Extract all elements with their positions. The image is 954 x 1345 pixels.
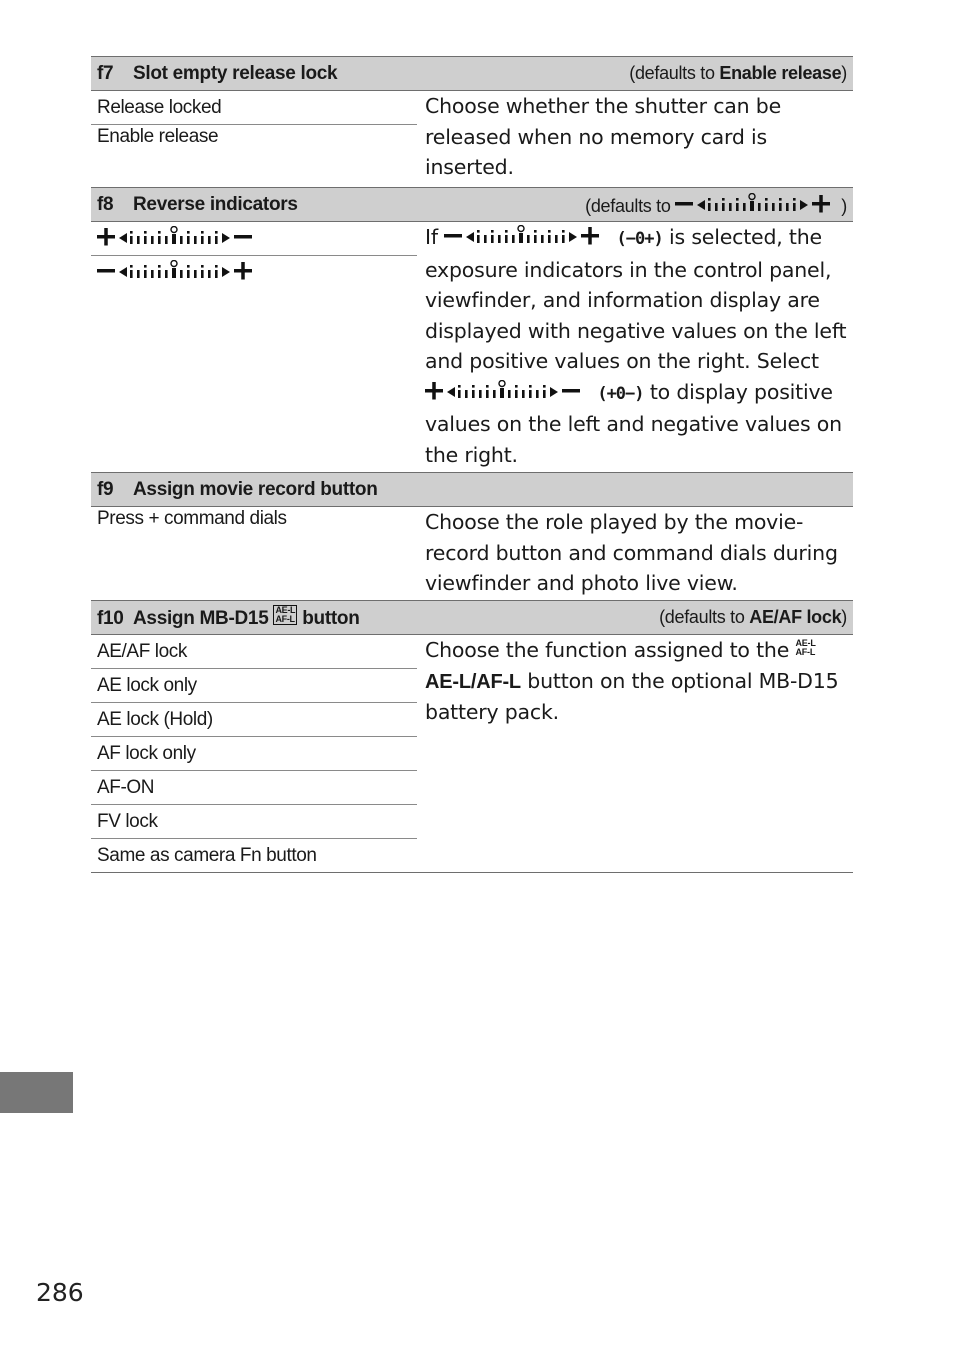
description-text: Choose the role played by the movie-record button and command dials during viewfinder and photo live view.	[425, 510, 838, 595]
defaults-prefix: (defaults to	[585, 195, 676, 216]
option-row	[91, 507, 853, 601]
ae-l-text: AE-L	[275, 605, 296, 615]
desc-if: If	[425, 225, 438, 249]
defaults-note	[629, 63, 847, 84]
ae-l-af-l-label: AE-L/AF-L	[425, 670, 521, 693]
desc-part1: is selected, the exposure indicators in the control panel, viewfinder, and information display are displayed with negative values on the left and positive values on the right. Select	[425, 225, 847, 373]
section-title: Slot empty release lock	[133, 62, 338, 84]
option-enable-release: Enable release	[91, 125, 417, 188]
section-header-f7	[91, 57, 853, 91]
option-af-on: AF-ON	[91, 771, 417, 805]
desc-part2: to display positive values on the left and negative values on the right.	[425, 379, 842, 467]
description-f10	[417, 635, 853, 873]
section-title	[133, 605, 360, 629]
defaults-note	[659, 607, 847, 628]
section-header-f8	[91, 188, 853, 222]
custom-settings-table	[91, 56, 853, 873]
defaults-suffix: )	[841, 195, 847, 216]
option-release-locked: Release locked	[91, 91, 417, 125]
section-code: f9	[97, 478, 114, 500]
defaults-prefix: (defaults to	[659, 607, 750, 627]
description-f7	[417, 91, 853, 188]
indicator-neg-zero-pos: (−0+)	[616, 229, 663, 249]
option-ae-lock-only: AE lock only	[91, 669, 417, 703]
section-header-f10	[91, 601, 853, 635]
exposure-scale-pos-neg-icon	[425, 380, 591, 402]
indicator-pos-zero-neg: (+0−)	[597, 383, 644, 404]
description-f9	[417, 507, 853, 601]
option-row	[91, 222, 853, 256]
section-code: f7	[97, 62, 114, 84]
section-code: f8	[97, 193, 114, 215]
option-row	[91, 91, 853, 125]
exposure-scale-neg-pos-icon	[675, 193, 841, 215]
defaults-note	[585, 193, 847, 217]
option-ae-af-lock: AE/AF lock	[91, 635, 417, 669]
defaults-prefix: (defaults to	[629, 63, 720, 83]
exposure-scale-pos-neg-icon	[97, 226, 263, 248]
defaults-suffix: )	[841, 607, 847, 627]
description-text	[425, 222, 847, 470]
defaults-value: AE/AF lock	[749, 607, 842, 627]
page-number: 286	[36, 1278, 84, 1307]
defaults-value: Enable release	[719, 63, 842, 83]
section-header-f9	[91, 473, 853, 507]
af-l-text: AF-L	[275, 614, 295, 624]
exposure-scale-neg-pos-icon	[444, 225, 610, 247]
description-text: Choose whether the shutter can be released when no memory card is inserted.	[425, 94, 781, 179]
af-l-text: AF-L	[795, 647, 816, 657]
description-f8	[417, 222, 853, 473]
ae-l-af-l-icon	[273, 605, 297, 625]
defaults-suffix: )	[841, 63, 847, 83]
option-pos-neg	[91, 222, 417, 256]
option-fv-lock: FV lock	[91, 805, 417, 839]
ae-l-text: AE-L	[795, 638, 816, 648]
option-neg-pos	[91, 256, 417, 473]
section-code: f10	[97, 608, 124, 629]
section-tab-marker	[0, 1072, 73, 1113]
title-pre: Assign MB-D15	[133, 608, 274, 629]
ae-l-af-l-icon	[795, 639, 815, 657]
option-row	[91, 635, 853, 669]
exposure-scale-neg-pos-icon	[97, 260, 263, 282]
section-title: Reverse indicators	[133, 193, 298, 215]
option-same-as-fn: Same as camera Fn button	[91, 839, 417, 873]
settings-table	[91, 56, 853, 873]
option-press-command-dials: Press + command dials	[91, 507, 417, 601]
title-post: button	[297, 608, 360, 629]
section-title: Assign movie record button	[133, 478, 378, 500]
description-text	[425, 635, 847, 728]
option-af-lock-only: AF lock only	[91, 737, 417, 771]
desc-pre: Choose the function assigned to the	[425, 638, 796, 662]
option-ae-lock-hold: AE lock (Hold)	[91, 703, 417, 737]
desc-post: button on the optional MB-D15 battery pack.	[425, 668, 839, 724]
